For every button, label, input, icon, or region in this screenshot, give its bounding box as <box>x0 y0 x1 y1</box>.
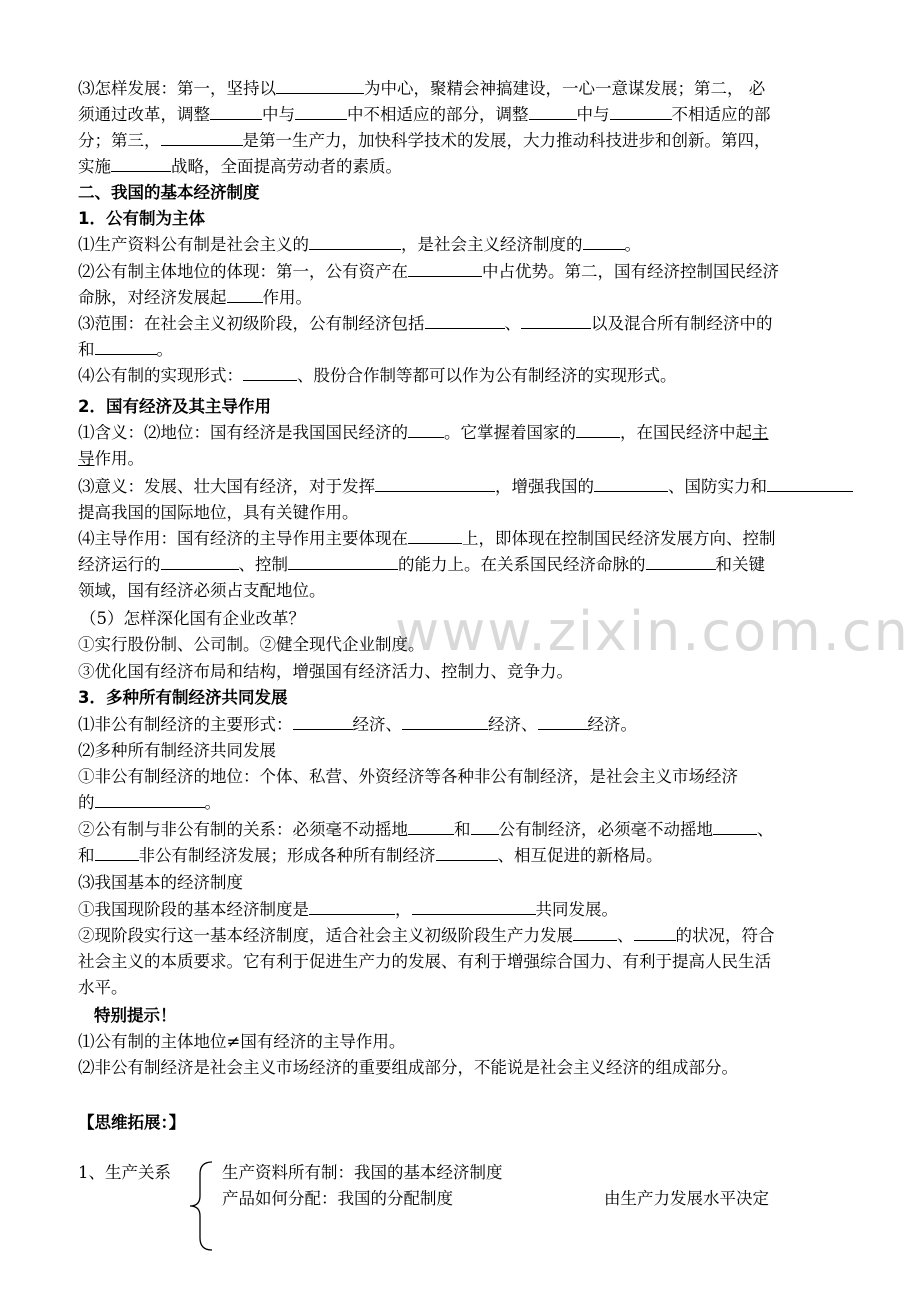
fill-blank <box>408 527 462 544</box>
fill-blank <box>583 233 625 250</box>
fill-blank <box>161 129 243 146</box>
text-line: ⑶怎样发展：第一，坚持以 为中心，聚精会神搞建设，一心一意谋发展；第二， 必 <box>78 79 766 98</box>
fill-blank <box>227 286 263 303</box>
text-line: 社会主义的本质要求。它有利于促进生产力的发展、有利于增强综合国力、有利于提高人民生活 <box>78 952 771 971</box>
text-line: 经济运行的 、控制 的能力上。在关系国民经济命脉的 和关键 <box>78 555 765 574</box>
fill-blank <box>95 844 139 861</box>
fill-blank <box>594 475 668 492</box>
fill-blank <box>634 924 676 941</box>
fill-blank <box>276 77 364 94</box>
brace-icon <box>186 1160 216 1252</box>
fill-blank <box>111 155 171 172</box>
fill-blank <box>425 312 505 329</box>
fill-blank <box>538 713 588 730</box>
fill-blank <box>243 364 297 381</box>
text-line: ⑷公有制的实现形式： 、股份合作制等都可以作为公有制经济的实现形式。 <box>78 366 677 385</box>
fill-blank <box>713 818 757 835</box>
fill-blank <box>402 713 488 730</box>
fill-blank <box>436 844 498 861</box>
fill-blank <box>293 713 353 730</box>
text-line: ②公有制与非公有制的关系：必须毫不动摇地 和 公有制经济，必须毫不动摇地 、 <box>78 820 774 839</box>
subsection-heading: 2．国有经济及其主导作用 <box>78 397 271 416</box>
text-line: ⑵多种所有制经济共同发展 <box>78 741 276 760</box>
text-line: 和 非公有制经济发展；形成各种所有制经济 、相互促进的新格局。 <box>78 846 663 865</box>
text-line: （5）怎样深化国有企业改革？ <box>80 609 305 628</box>
fill-blank <box>610 103 672 120</box>
tree-branch: 生产资料所有制：我国的基本经济制度 <box>222 1163 503 1182</box>
fill-blank <box>529 103 577 120</box>
text-line: ⑴含义：⑵地位：国有经济是我国国民经济的 。它掌握着国家的 ，在国民经济中起主 <box>78 423 769 442</box>
subsection-heading: 1．公有制为主体 <box>78 209 205 228</box>
fill-blank <box>375 475 495 492</box>
tree-root-label: 1、生产关系 <box>78 1163 171 1182</box>
text-line: 实施 战略，全面提高劳动者的素质。 <box>78 157 402 176</box>
text-line: ①非公有制经济的地位：个体、私营、外资经济等各种非公有制经济，是社会主义市场经济 <box>78 767 738 786</box>
text-line: ⑷主导作用：国有经济的主导作用主要体现在 上，即体现在控制国民经济发展方向、控制 <box>78 529 776 548</box>
fill-blank <box>309 233 401 250</box>
text-line: 导作用。 <box>78 449 144 468</box>
text-line: ①我国现阶段的基本经济制度是 ， 共同发展。 <box>78 900 618 919</box>
subsection-heading: 3．多种所有制经济共同发展 <box>78 688 288 707</box>
fill-blank <box>576 421 620 438</box>
fill-blank <box>95 791 205 808</box>
tree-note: 由生产力发展水平决定 <box>604 1189 769 1208</box>
text-line: 领域，国有经济必须占支配地位。 <box>78 581 326 600</box>
section-heading: 二、我国的基本经济制度 <box>78 183 260 202</box>
fill-blank <box>408 818 454 835</box>
text-line: 须通过改革，调整 中与 中不相适应的部分，调整 中与 不相适应的部 <box>78 105 771 124</box>
fill-blank <box>573 924 617 941</box>
fill-blank <box>471 818 499 835</box>
fill-blank <box>646 553 716 570</box>
text-line: ①实行股份制、公司制。②健全现代企业制度。 <box>78 635 425 654</box>
text-line: ⑴公有制的主体地位≠国有经济的主导作用。 <box>78 1032 406 1051</box>
text-line: 的 。 <box>78 793 221 812</box>
fill-blank <box>767 475 853 492</box>
text-line: ⑵公有制主体地位的体现：第一，公有资产在 中占优势。第二，国有经济控制国民经济 <box>78 262 779 281</box>
text-line: ③优化国有经济布局和结构，增强国有经济活力、控制力、竞争力。 <box>78 662 573 681</box>
text-line: ⑶我国基本的经济制度 <box>78 873 243 892</box>
text-line: ⑴生产资料公有制是社会主义的 ，是社会主义经济制度的 。 <box>78 235 641 254</box>
text-line: ②现阶段实行这一基本经济制度，适合社会主义初级阶段生产力发展 、 的状况，符合 <box>78 926 775 945</box>
tip-heading: 特别提示！ <box>94 1006 177 1025</box>
watermark: www.zixin.com.cn <box>395 600 910 663</box>
text-line: 和 。 <box>78 340 173 359</box>
fill-blank <box>408 421 444 438</box>
text-line: ⑴非公有制经济的主要形式： 经济、 经济、 经济。 <box>78 715 637 734</box>
fill-blank <box>521 312 591 329</box>
fill-blank <box>412 898 536 915</box>
fill-blank <box>210 103 262 120</box>
tree-branch: 产品如何分配：我国的分配制度 <box>222 1189 453 1208</box>
expand-heading: 【思维拓展：】 <box>78 1113 186 1132</box>
text-line: 命脉，对经济发展起 作用。 <box>78 288 312 307</box>
fill-blank <box>288 553 398 570</box>
text-line: ⑶范围：在社会主义初级阶段，公有制经济包括 、 以及混合所有制经济中的 <box>78 314 773 333</box>
fill-blank <box>295 103 347 120</box>
fill-blank <box>309 898 395 915</box>
text-line: 提高我国的国际地位，具有关键作用。 <box>78 503 359 522</box>
text-line: 分；第三， 是第一生产力，加快科学技术的发展，大力推动科技进步和创新。第四， <box>78 131 771 150</box>
fill-blank <box>95 338 157 355</box>
fill-blank <box>408 260 482 277</box>
fill-blank <box>161 553 239 570</box>
text-line: ⑶意义：发展、壮大国有经济，对于发挥 ，增强我国的 、国防实力和 <box>78 474 853 500</box>
text-line: 水平。 <box>78 978 128 997</box>
text-line: ⑵非公有制经济是社会主义市场经济的重要组成部分，不能说是社会主义经济的组成部分。 <box>78 1058 738 1077</box>
